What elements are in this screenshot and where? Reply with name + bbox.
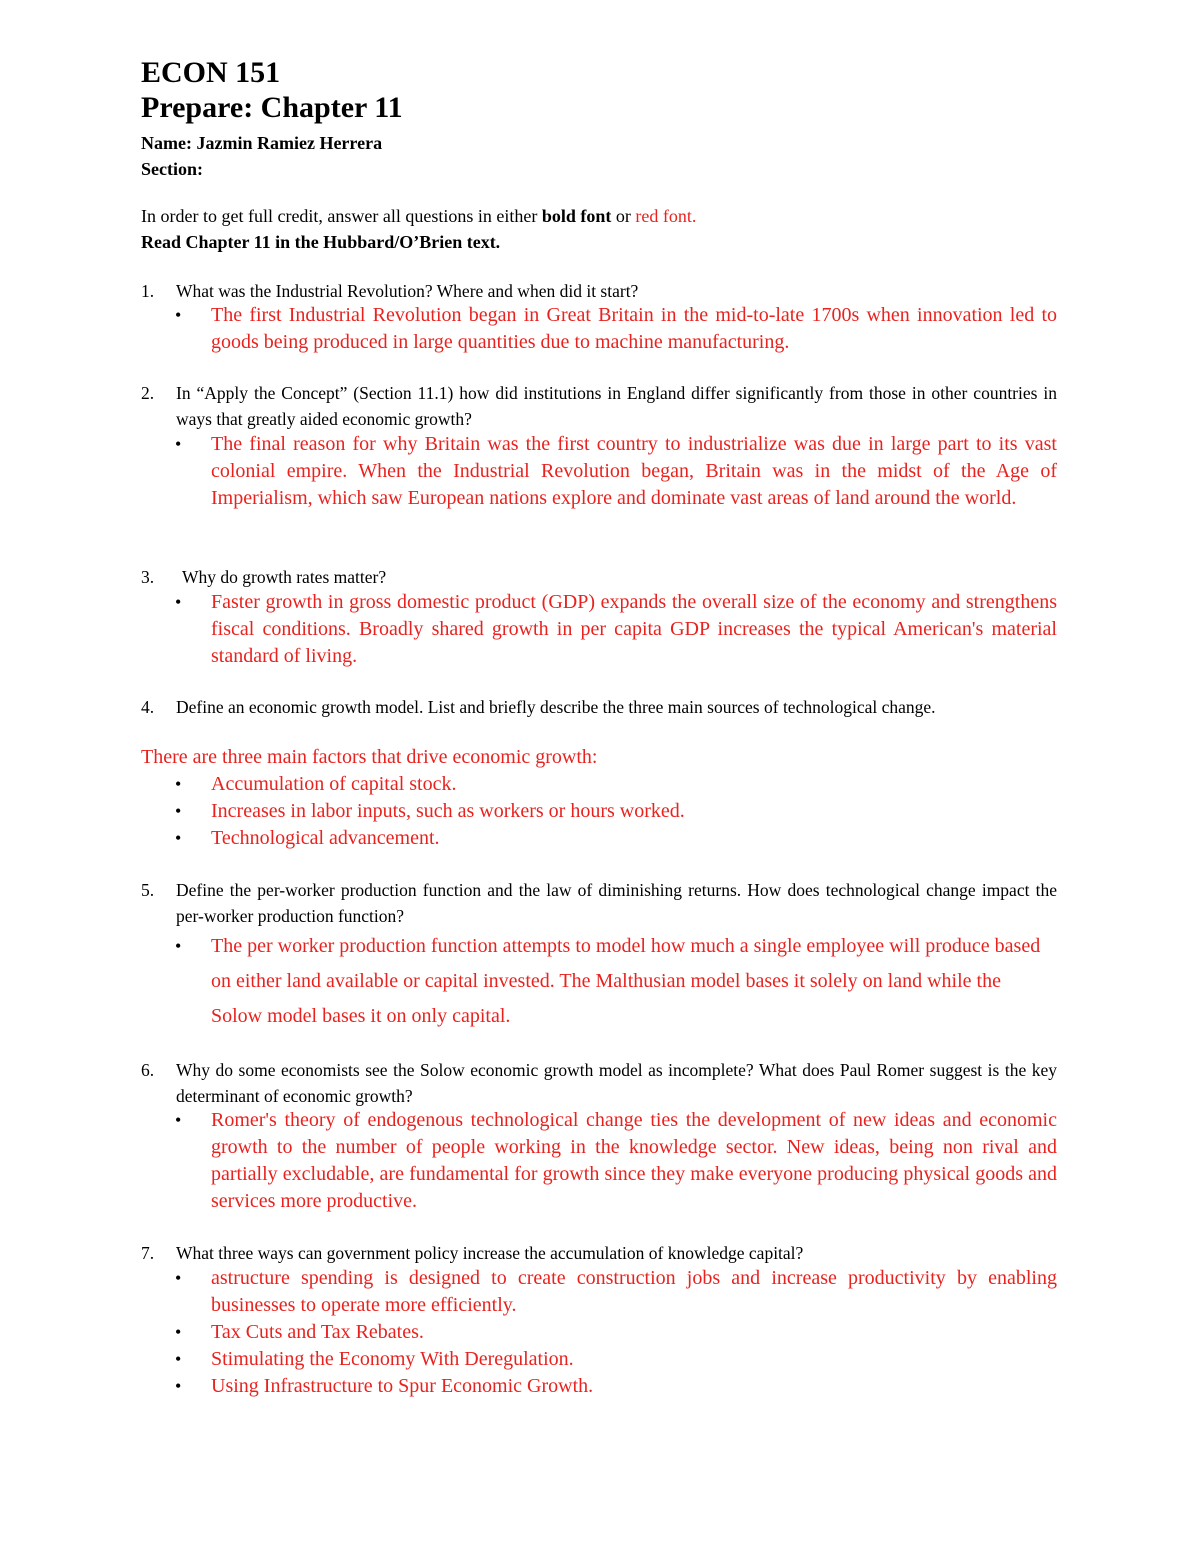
question-6 bbox=[141, 1057, 1057, 1109]
answer-7d bbox=[141, 1373, 1057, 1400]
bullet-icon: • bbox=[175, 828, 182, 848]
question-text: In “Apply the Concept” (Section 11.1) how did institutions in England differ significantly from those in other countries in ways that greatly aided economic growth? bbox=[176, 383, 1057, 429]
question-number: 4. bbox=[141, 697, 155, 717]
student-name: Name: Jazmin Ramiez Herrera bbox=[141, 133, 383, 153]
course-title: ECON 151 bbox=[141, 56, 281, 89]
bullet-icon: • bbox=[175, 1349, 182, 1369]
bullet-icon: • bbox=[175, 1322, 182, 1342]
question-number: 5. bbox=[141, 880, 155, 900]
bullet-icon: • bbox=[175, 1376, 182, 1396]
bullet-icon: • bbox=[175, 592, 182, 612]
question-number: 7. bbox=[141, 1243, 155, 1263]
question-number: 3. bbox=[141, 567, 155, 587]
answer-3 bbox=[141, 589, 1057, 670]
answer-7b bbox=[141, 1319, 1057, 1346]
answer-7c bbox=[141, 1346, 1057, 1373]
instructions-or: or bbox=[611, 206, 636, 226]
bullet-icon: • bbox=[175, 774, 182, 794]
question-5 bbox=[141, 877, 1057, 929]
bullet-icon: • bbox=[175, 936, 182, 956]
answer-text: Stimulating the Economy With Deregulation. bbox=[211, 1348, 574, 1370]
section-label: Section: bbox=[141, 159, 203, 179]
answer-1 bbox=[141, 302, 1057, 356]
answer-5 bbox=[141, 929, 1057, 1034]
bullet-icon: • bbox=[175, 434, 182, 454]
answer-text: astructure spending is designed to create construction jobs and increase productivity by enabling businesses to operate more efficiently. bbox=[211, 1267, 1057, 1316]
answer-4c bbox=[141, 825, 1057, 852]
answer-6 bbox=[141, 1107, 1057, 1215]
answer-text: Tax Cuts and Tax Rebates. bbox=[211, 1321, 424, 1343]
answer-4-lead: There are three main factors that drive economic growth: bbox=[141, 746, 598, 768]
question-text: What was the Industrial Revolution? Where and when did it start? bbox=[176, 281, 639, 301]
question-number: 6. bbox=[141, 1060, 155, 1080]
instructions-bold: bold font bbox=[541, 206, 612, 226]
reading-instruction: Read Chapter 11 in the Hubbard/O’Brien text. bbox=[141, 232, 501, 252]
question-number: 1. bbox=[141, 281, 155, 301]
answer-4b bbox=[141, 798, 1057, 825]
bullet-icon: • bbox=[175, 1268, 182, 1288]
question-text: Define an economic growth model. List and briefly describe the three main sources of technological change. bbox=[176, 697, 936, 717]
question-4 bbox=[141, 694, 1057, 720]
question-text: Why do some economists see the Solow economic growth model as incomplete? What does Paul Romer suggest is the key determinant of economic growth? bbox=[176, 1060, 1057, 1106]
question-text: What three ways can government policy increase the accumulation of knowledge capital? bbox=[176, 1243, 804, 1263]
question-7 bbox=[141, 1240, 1057, 1266]
instructions-red: red font. bbox=[635, 206, 697, 226]
question-text: Why do growth rates matter? bbox=[182, 567, 387, 587]
answer-text: The first Industrial Revolution began in Great Britain in the mid-to-late 1700s when innovation led to goods being produced in large quantities due to machine manufacturing. bbox=[211, 304, 1057, 353]
bullet-icon: • bbox=[175, 1110, 182, 1130]
answer-4a bbox=[141, 771, 1057, 798]
bullet-icon: • bbox=[175, 801, 182, 821]
answer-2 bbox=[141, 431, 1057, 512]
answer-text: Technological advancement. bbox=[211, 827, 440, 849]
answer-text: The per worker production function attempts to model how much a single employee will produce based on either land available or capital invested. The Malthusian model bases it solely on land while the Solow model bases it on only capital. bbox=[211, 935, 1041, 1027]
question-text: Define the per-worker production function and the law of diminishing returns. How does technological change impact the per-worker production function? bbox=[176, 880, 1057, 926]
question-1 bbox=[141, 278, 1057, 304]
answer-text: The final reason for why Britain was the first country to industrialize was due in large part to its vast colonial empire. When the Industrial Revolution began, Britain was in the midst of the Age of Imperialism, which saw European nations explore and dominate vast areas of land around the world. bbox=[211, 433, 1057, 509]
bullet-icon: • bbox=[175, 305, 182, 325]
answer-text: Increases in labor inputs, such as workers or hours worked. bbox=[211, 800, 685, 822]
question-number: 2. bbox=[141, 383, 155, 403]
answer-text: Romer's theory of endogenous technological change ties the development of new ideas and economic growth to the number of people working in the knowledge sector. New ideas, being non rival and partially excludable, are fundamental for growth since they make everyone producing physical goods and services more productive. bbox=[211, 1109, 1057, 1212]
answer-text: Using Infrastructure to Spur Economic Growth. bbox=[211, 1375, 594, 1397]
question-3 bbox=[141, 564, 1057, 590]
answer-7a bbox=[141, 1265, 1057, 1319]
answer-text: Accumulation of capital stock. bbox=[211, 773, 457, 795]
question-2 bbox=[141, 380, 1057, 432]
instructions bbox=[141, 205, 696, 227]
instructions-text: In order to get full credit, answer all questions in either bbox=[141, 206, 542, 226]
page-title: Prepare: Chapter 11 bbox=[141, 91, 403, 124]
answer-text: Faster growth in gross domestic product (GDP) expands the overall size of the economy and strengthens fiscal conditions. Broadly shared growth in per capita GDP increases the typical American's material standard of living. bbox=[211, 591, 1057, 667]
